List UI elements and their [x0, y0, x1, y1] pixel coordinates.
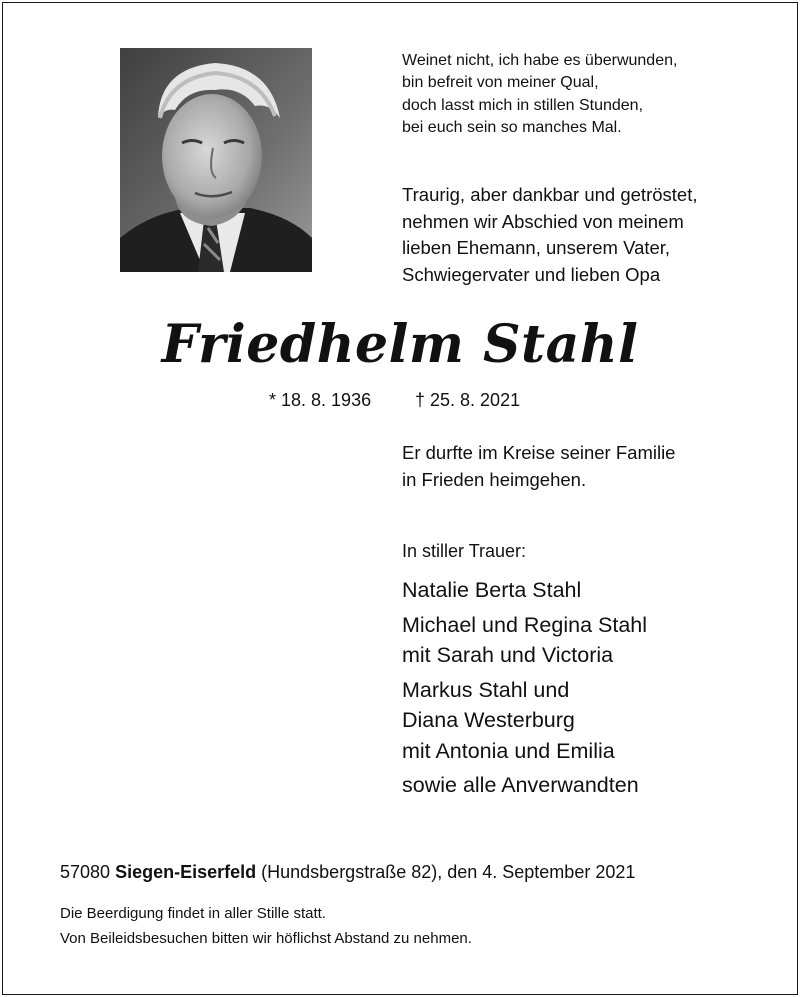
intro-line: Schwiegervater und lieben Opa: [402, 263, 661, 285]
intro-line: lieben Ehemann, unserem Vater,: [402, 237, 671, 258]
peace-statement: [402, 440, 675, 493]
poem-line: bei euch sein so manches Mal.: [402, 119, 622, 137]
family-line: mit Sarah und Victoria: [402, 643, 614, 667]
intro-line: Traurig, aber dankbar und getröstet,: [402, 184, 698, 205]
place-and-date: [60, 860, 635, 884]
mourning-label: In stiller Trauer:: [402, 541, 527, 561]
deceased-name: Friedhelm Stahl: [161, 314, 639, 375]
portrait-image: [120, 48, 312, 272]
peace-line: Er durfte im Kreise seiner Familie: [402, 442, 676, 463]
poem-line: Weinet nicht, ich habe es überwunden,: [402, 52, 678, 69]
intro-line: nehmen wir Abschied von meinem: [402, 210, 684, 232]
poem-line: doch lasst mich in stillen Stunden,: [402, 96, 644, 114]
family-line: Michael und Regina Stahl: [402, 612, 648, 637]
funeral-notes: [60, 901, 472, 951]
peace-line: in Frieden heimgehen.: [402, 468, 587, 490]
family-line: Natalie Berta Stahl: [402, 578, 582, 602]
poem: [402, 50, 677, 140]
death-date: † 25. 8. 2021: [415, 390, 521, 410]
postcode: 57080: [60, 862, 111, 882]
portrait-photo: [120, 48, 312, 272]
family-entry: [402, 675, 647, 767]
family-line: Diana Westerburg: [402, 708, 575, 732]
birth-date: * 18. 8. 1936: [269, 390, 372, 410]
note-line: Von Beileidsbesuchen bitten wir höflichst Abstand zu nehmen.: [60, 930, 472, 947]
farewell-intro: [402, 182, 698, 288]
family-line: Markus Stahl und: [402, 677, 570, 702]
family-entry: [402, 575, 647, 606]
note-line: Die Beerdigung findet in aller Stille statt.: [60, 905, 326, 922]
family-line: mit Antonia und Emilia: [402, 738, 615, 763]
poem-line: bin befreit von meiner Qual,: [402, 74, 599, 92]
city: Siegen-Eiserfeld: [115, 862, 257, 882]
family-entry: [402, 770, 647, 801]
family-list: [402, 575, 647, 805]
family-line: sowie alle Anverwandten: [402, 773, 639, 797]
family-entry: [402, 610, 647, 671]
address-date: (Hundsbergstraße 82), den 4. September 2021: [261, 862, 636, 882]
